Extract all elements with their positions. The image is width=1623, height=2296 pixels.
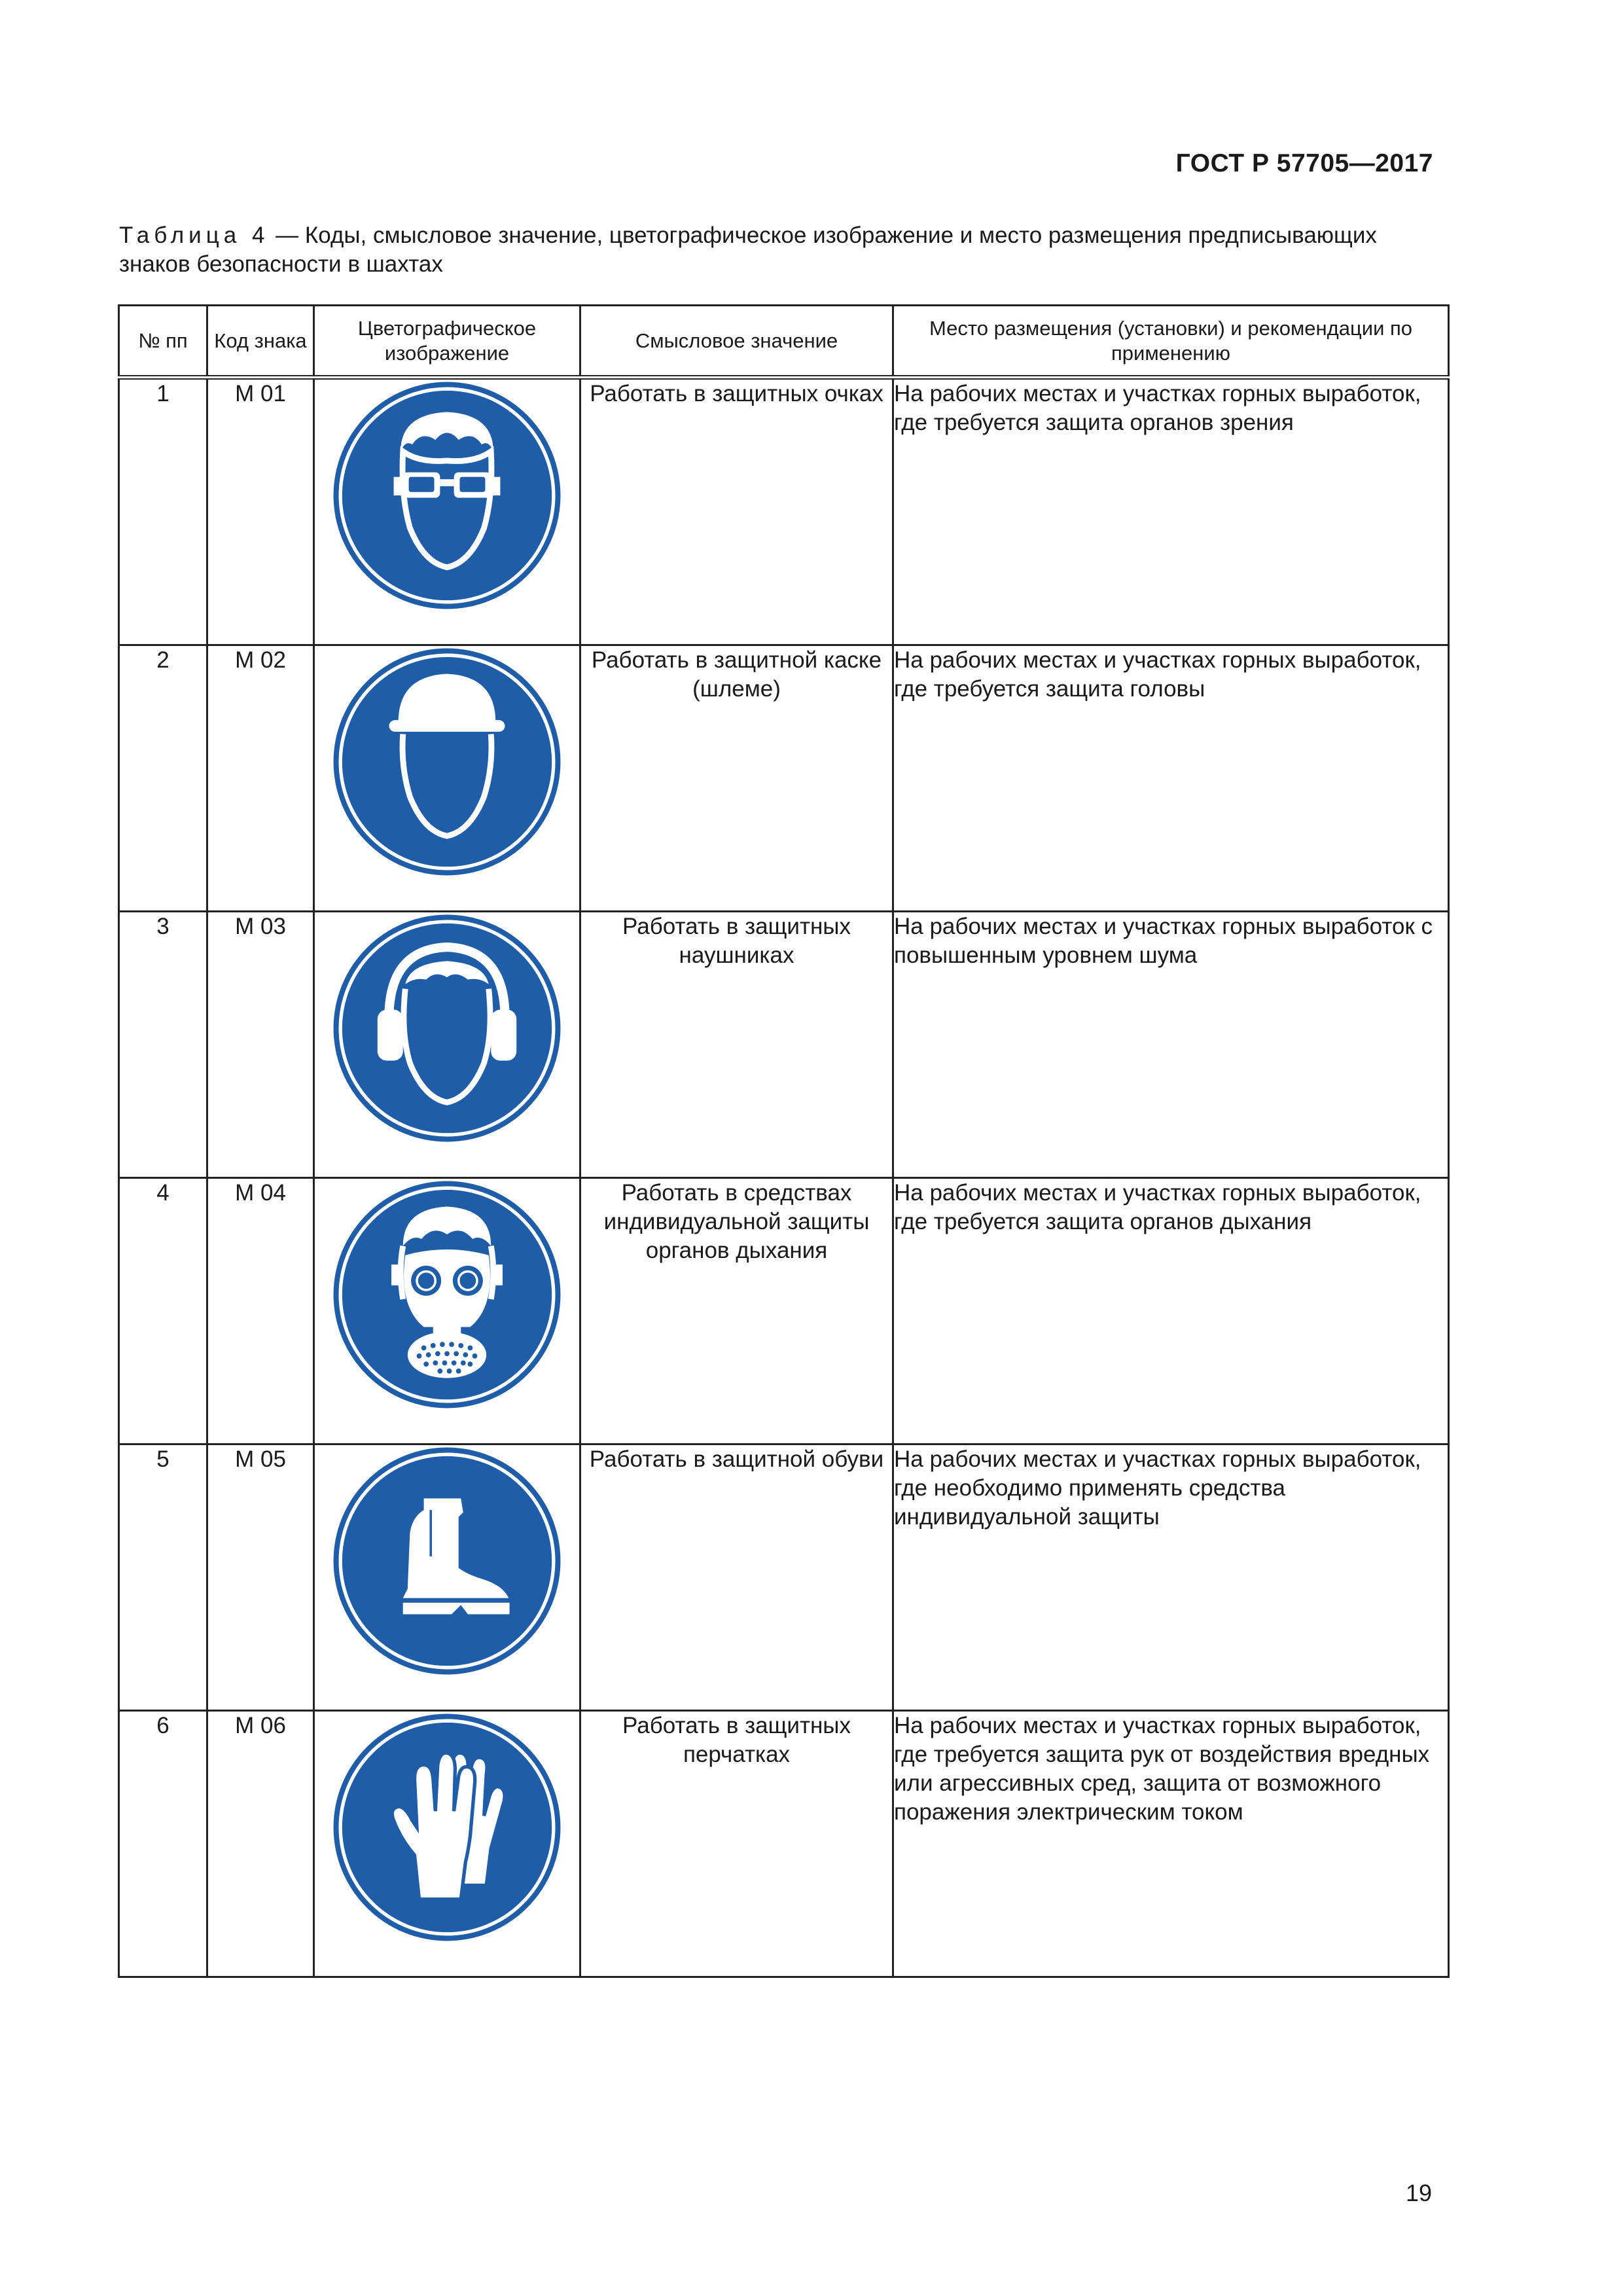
header-code: Код знака [207,306,314,378]
page-number: 19 [1405,2179,1432,2206]
row-code: М 01 [207,378,314,645]
header-meaning: Смысловое значение [580,306,893,378]
row-place: На рабочих местах и участках горных выработок с повышенным уровнем шума [893,912,1449,1178]
header-image: Цветографическое изображение [314,306,580,378]
table-caption [119,221,1448,279]
table-caption-label: Таблица 4 [119,223,270,248]
header-num: № пп [119,306,207,378]
row-code: М 02 [207,645,314,912]
row-image-cell [314,912,580,1178]
ear-protection-sign-icon [315,912,579,1144]
row-image-cell [314,1178,580,1444]
table-row [119,1178,1449,1444]
standard-number: ГОСТ Р 57705—2017 [1175,149,1433,177]
row-place: На рабочих местах и участках горных выработок, где требуется защита органов дыхания [893,1178,1449,1444]
row-place: На рабочих местах и участках горных выработок, где требуется защита головы [893,645,1449,912]
header-place: Место размещения (установки) и рекомендации по применению [893,306,1449,378]
row-place: На рабочих местах и участках горных выработок, где требуется защита рук от воздействия вредных или агрессивных сред, защита от возможного поражения электрическим током [893,1711,1449,1977]
row-place: На рабочих местах и участках горных выработок, где необходимо применять средства индивидуальной защиты [893,1444,1449,1711]
row-code: М 06 [207,1711,314,1977]
row-image-cell [314,1711,580,1977]
table-row [119,1711,1449,1977]
goggles-sign-icon [315,380,579,611]
safety-boot-sign-icon [315,1445,579,1677]
helmet-sign-icon [315,646,579,878]
row-image-cell [314,378,580,645]
row-code: М 04 [207,1178,314,1444]
row-meaning: Работать в защитной каске (шлеме) [580,645,893,912]
table-header-row [119,306,1449,378]
table-row [119,378,1449,645]
table-caption-text: — Коды, смысловое значение, цветографическое изображение и место размещения предписывающих знаков безопасности в шахтах [119,223,1377,277]
row-code: М 05 [207,1444,314,1711]
row-num: 6 [119,1711,207,1977]
gloves-sign-icon [315,1712,579,1943]
row-image-cell [314,645,580,912]
table-row [119,645,1449,912]
respirator-sign-icon [315,1179,579,1410]
table-row [119,912,1449,1178]
row-num: 2 [119,645,207,912]
row-num: 3 [119,912,207,1178]
row-num: 4 [119,1178,207,1444]
row-meaning: Работать в защитных перчатках [580,1711,893,1977]
row-meaning: Работать в защитных очках [580,378,893,645]
row-meaning: Работать в средствах индивидуальной защиты органов дыхания [580,1178,893,1444]
safety-signs-table [118,304,1450,1978]
row-code: М 03 [207,912,314,1178]
row-image-cell [314,1444,580,1711]
row-meaning: Работать в защитной обуви [580,1444,893,1711]
row-meaning: Работать в защитных наушниках [580,912,893,1178]
table-row [119,1444,1449,1711]
row-num: 1 [119,378,207,645]
row-num: 5 [119,1444,207,1711]
row-place: На рабочих местах и участках горных выработок, где требуется защита органов зрения [893,378,1449,645]
